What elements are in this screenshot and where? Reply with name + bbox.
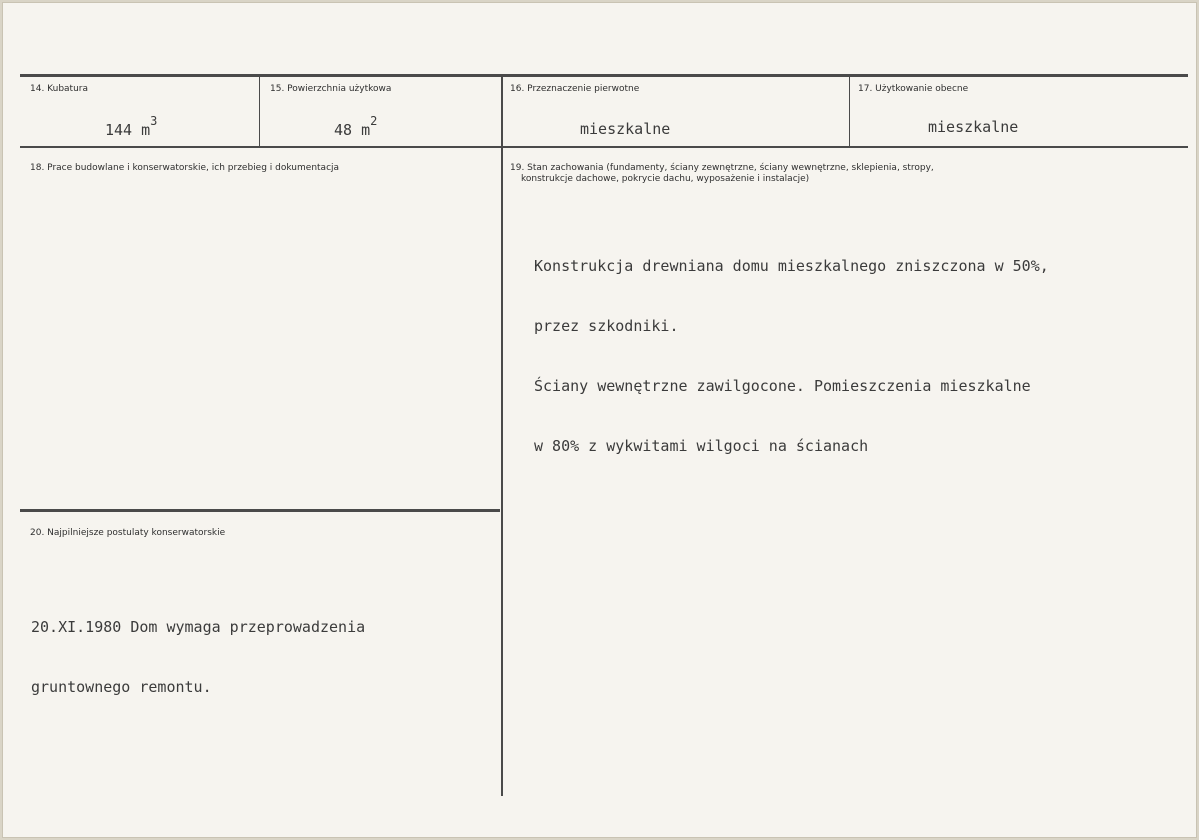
field-19-line: w 80% z wykwitami wilgoci na ścianach (534, 437, 869, 455)
field-17-label: 17. Użytkowanie obecne (858, 84, 969, 94)
field-15-value-text: 48 m (334, 121, 371, 139)
field-20-text (31, 577, 365, 737)
col-divider-2 (501, 76, 503, 796)
field-14-value-text: 144 m (105, 121, 151, 139)
field-15-label: 15. Powierzchnia użytkowa (270, 84, 392, 94)
field-20-label: 20. Najpilniejsze postulaty konserwatorskie (30, 528, 226, 538)
field-19-label-line1: 19. Stan zachowania (fundamenty, ściany zewnętrzne, ściany wewnętrzne, sklepienia, stropy, (510, 163, 934, 173)
field-20-line: 20.XI.1980 Dom wymaga przeprowadzenia (31, 618, 366, 636)
row-divider (20, 146, 1188, 148)
field-19-line: Ściany wewnętrzne zawilgocone. Pomieszczenia mieszkalne (534, 377, 1031, 395)
record-card (2, 2, 1197, 838)
field-19-label-line2: konstrukcje dachowe, pokrycie dachu, wyposażenie i instalacje) (521, 174, 810, 184)
field-15-value (334, 114, 378, 139)
top-rule (20, 74, 1188, 77)
section-divider (20, 509, 500, 512)
field-14-value (105, 114, 158, 139)
field-19-text (534, 216, 1049, 496)
col-divider-1 (259, 76, 260, 147)
field-14-unit-exponent: 3 (150, 114, 158, 128)
field-19-line: Konstrukcja drewniana domu mieszkalnego zniszczona w 50%, (534, 257, 1049, 275)
col-divider-3 (849, 76, 850, 147)
field-14-label: 14. Kubatura (30, 84, 89, 94)
field-20-line: gruntownego remontu. (31, 678, 212, 696)
field-17-value: mieszkalne (928, 118, 1019, 136)
field-19-line: przez szkodniki. (534, 317, 679, 335)
field-15-unit-exponent: 2 (370, 114, 378, 128)
field-16-value: mieszkalne (580, 120, 671, 138)
field-18-label: 18. Prace budowlane i konserwatorskie, ich przebieg i dokumentacja (30, 163, 340, 173)
field-16-label: 16. Przeznaczenie pierwotne (510, 84, 640, 94)
